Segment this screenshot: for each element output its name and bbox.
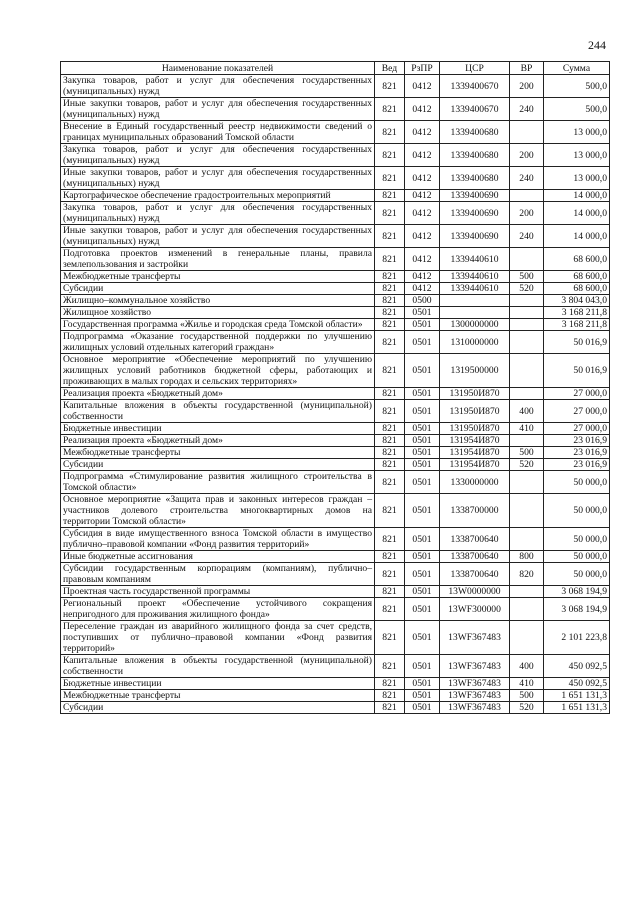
table-row <box>61 678 610 690</box>
row-name: Реализация проекта «Бюджетный дом» <box>61 435 375 447</box>
row-csr: 131950И870 <box>440 423 510 435</box>
row-rzpr: 0412 <box>405 271 440 283</box>
row-vr: 200 <box>510 202 544 225</box>
row-name: Межбюджетные трансферты <box>61 447 375 459</box>
row-rzpr: 0412 <box>405 144 440 167</box>
row-csr: 131954И870 <box>440 459 510 471</box>
row-ved: 821 <box>375 435 405 447</box>
row-ved: 821 <box>375 283 405 295</box>
row-ved: 821 <box>375 331 405 354</box>
row-sum: 23 016,9 <box>544 435 610 447</box>
row-name: Картографическое обеспечение градостроительных мероприятий <box>61 190 375 202</box>
row-csr: 1338700640 <box>440 528 510 551</box>
row-name: Капитальные вложения в объекты государственной (муниципальной) собственности <box>61 400 375 423</box>
row-vr <box>510 295 544 307</box>
row-sum: 14 000,0 <box>544 202 610 225</box>
row-sum: 1 651 131,3 <box>544 690 610 702</box>
row-ved: 821 <box>375 271 405 283</box>
table-row <box>61 354 610 388</box>
row-vr <box>510 307 544 319</box>
table-row <box>61 435 610 447</box>
row-sum: 3 168 211,8 <box>544 307 610 319</box>
row-rzpr: 0412 <box>405 248 440 271</box>
row-sum: 50 016,9 <box>544 354 610 388</box>
header-sum: Сумма <box>544 62 610 75</box>
row-csr: 1338700000 <box>440 494 510 528</box>
row-sum: 50 000,0 <box>544 528 610 551</box>
row-ved: 821 <box>375 295 405 307</box>
row-vr: 500 <box>510 447 544 459</box>
row-ved: 821 <box>375 190 405 202</box>
row-vr <box>510 621 544 655</box>
table-row <box>61 190 610 202</box>
row-name: Основное мероприятие «Защита прав и законных интересов граждан – участников долевого строительства многоквартирных домов на территории Томской области» <box>61 494 375 528</box>
row-name: Закупка товаров, работ и услуг для обеспечения государственных (муниципальных) нужд <box>61 202 375 225</box>
row-csr: 1339400680 <box>440 121 510 144</box>
row-csr: 13WF367483 <box>440 678 510 690</box>
row-vr <box>510 190 544 202</box>
row-rzpr: 0500 <box>405 295 440 307</box>
row-vr: 520 <box>510 702 544 714</box>
row-rzpr: 0501 <box>405 678 440 690</box>
row-name: Межбюджетные трансферты <box>61 271 375 283</box>
header-ved: Вед <box>375 62 405 75</box>
row-name: Межбюджетные трансферты <box>61 690 375 702</box>
row-csr <box>440 295 510 307</box>
row-vr: 200 <box>510 75 544 98</box>
row-vr <box>510 598 544 621</box>
row-rzpr: 0501 <box>405 435 440 447</box>
table-row <box>61 702 610 714</box>
row-rzpr: 0501 <box>405 331 440 354</box>
row-rzpr: 0501 <box>405 528 440 551</box>
row-vr: 410 <box>510 678 544 690</box>
row-name: Подпрограмма «Оказание государственной поддержки по улучшению жилищных условий отдельных категорий граждан» <box>61 331 375 354</box>
row-ved: 821 <box>375 678 405 690</box>
row-name: Жилищно–коммунальное хозяйство <box>61 295 375 307</box>
row-csr: 1339400690 <box>440 202 510 225</box>
row-vr <box>510 388 544 400</box>
row-csr: 131954И870 <box>440 447 510 459</box>
row-name: Иные бюджетные ассигнования <box>61 551 375 563</box>
table-row <box>61 331 610 354</box>
row-name: Внесение в Единый государственный реестр недвижимости сведений о границах муниципальных образований Томской области <box>61 121 375 144</box>
row-name: Субсидии <box>61 702 375 714</box>
table-row <box>61 167 610 190</box>
table-row <box>61 271 610 283</box>
row-vr: 820 <box>510 563 544 586</box>
row-rzpr: 0501 <box>405 471 440 494</box>
row-ved: 821 <box>375 494 405 528</box>
row-vr: 200 <box>510 144 544 167</box>
row-vr: 520 <box>510 459 544 471</box>
row-vr <box>510 354 544 388</box>
row-vr: 500 <box>510 271 544 283</box>
table-row <box>61 295 610 307</box>
row-sum: 14 000,0 <box>544 190 610 202</box>
row-csr: 1339400680 <box>440 167 510 190</box>
row-vr <box>510 471 544 494</box>
row-sum: 23 016,9 <box>544 447 610 459</box>
row-rzpr: 0501 <box>405 655 440 678</box>
row-rzpr: 0412 <box>405 121 440 144</box>
row-rzpr: 0501 <box>405 307 440 319</box>
row-ved: 821 <box>375 319 405 331</box>
row-name: Подпрограмма «Стимулирование развития жилищного строительства в Томской области» <box>61 471 375 494</box>
row-vr: 520 <box>510 283 544 295</box>
row-sum: 500,0 <box>544 75 610 98</box>
row-rzpr: 0501 <box>405 621 440 655</box>
row-name: Государственная программа «Жилье и городская среда Томской области» <box>61 319 375 331</box>
table-row <box>61 400 610 423</box>
row-name: Региональный проект «Обеспечение устойчивого сокращения непригодного для проживания жилищного фонда» <box>61 598 375 621</box>
row-rzpr: 0501 <box>405 551 440 563</box>
row-name: Жилищное хозяйство <box>61 307 375 319</box>
row-vr <box>510 248 544 271</box>
table-row <box>61 563 610 586</box>
row-csr: 1339400680 <box>440 144 510 167</box>
row-rzpr: 0412 <box>405 75 440 98</box>
row-sum: 13 000,0 <box>544 144 610 167</box>
row-csr <box>440 307 510 319</box>
row-sum: 450 092,5 <box>544 678 610 690</box>
row-ved: 821 <box>375 423 405 435</box>
row-rzpr: 0501 <box>405 586 440 598</box>
row-vr <box>510 331 544 354</box>
row-rzpr: 0501 <box>405 423 440 435</box>
row-rzpr: 0501 <box>405 563 440 586</box>
row-sum: 2 101 223,8 <box>544 621 610 655</box>
row-name: Субсидии государственным корпорациям (компаниям), публично–правовым компаниям <box>61 563 375 586</box>
table-row <box>61 388 610 400</box>
table-row <box>61 248 610 271</box>
row-vr: 240 <box>510 167 544 190</box>
page-number: 244 <box>588 38 606 52</box>
row-sum: 500,0 <box>544 98 610 121</box>
row-csr: 13WF367483 <box>440 702 510 714</box>
row-csr: 131950И870 <box>440 388 510 400</box>
budget-table <box>60 61 610 714</box>
row-ved: 821 <box>375 202 405 225</box>
row-name: Подготовка проектов изменений в генеральные планы, правила землепользования и застройки <box>61 248 375 271</box>
row-vr: 400 <box>510 655 544 678</box>
row-sum: 3 168 211,8 <box>544 319 610 331</box>
row-sum: 3 068 194,9 <box>544 598 610 621</box>
row-name: Иные закупки товаров, работ и услуг для обеспечения государственных (муниципальных) нужд <box>61 98 375 121</box>
row-vr <box>510 494 544 528</box>
row-sum: 50 000,0 <box>544 563 610 586</box>
table-row <box>61 423 610 435</box>
row-ved: 821 <box>375 75 405 98</box>
row-csr: 1339400670 <box>440 98 510 121</box>
row-csr: 13WF300000 <box>440 598 510 621</box>
row-csr: 1319500000 <box>440 354 510 388</box>
row-rzpr: 0412 <box>405 167 440 190</box>
row-sum: 50 000,0 <box>544 494 610 528</box>
table-row <box>61 528 610 551</box>
row-ved: 821 <box>375 528 405 551</box>
row-name: Проектная часть государственной программы <box>61 586 375 598</box>
row-csr: 1300000000 <box>440 319 510 331</box>
row-ved: 821 <box>375 167 405 190</box>
row-sum: 27 000,0 <box>544 423 610 435</box>
row-vr <box>510 121 544 144</box>
table-row <box>61 121 610 144</box>
row-csr: 1339440610 <box>440 248 510 271</box>
row-name: Бюджетные инвестиции <box>61 678 375 690</box>
row-vr: 800 <box>510 551 544 563</box>
table-row <box>61 225 610 248</box>
row-csr: 1338700640 <box>440 551 510 563</box>
header-name: Наименование показателей <box>61 62 375 75</box>
row-csr: 1339400690 <box>440 225 510 248</box>
row-name: Переселение граждан из аварийного жилищного фонда за счет средств, поступивших от публично–правовой компании «Фонд развития территорий» <box>61 621 375 655</box>
row-vr <box>510 528 544 551</box>
row-csr: 13WF367483 <box>440 655 510 678</box>
table-row <box>61 471 610 494</box>
row-rzpr: 0501 <box>405 388 440 400</box>
row-ved: 821 <box>375 621 405 655</box>
row-csr: 13WF367483 <box>440 690 510 702</box>
row-rzpr: 0501 <box>405 690 440 702</box>
row-name: Реализация проекта «Бюджетный дом» <box>61 388 375 400</box>
row-ved: 821 <box>375 563 405 586</box>
row-sum: 68 600,0 <box>544 248 610 271</box>
table-row <box>61 586 610 598</box>
table-row <box>61 144 610 167</box>
row-name: Субсидия в виде имущественного взноса Томской области в имущество публично–правовой компании «Фонд развития территорий» <box>61 528 375 551</box>
row-sum: 450 092,5 <box>544 655 610 678</box>
row-sum: 13 000,0 <box>544 167 610 190</box>
row-rzpr: 0501 <box>405 319 440 331</box>
row-sum: 50 016,9 <box>544 331 610 354</box>
row-rzpr: 0501 <box>405 598 440 621</box>
row-ved: 821 <box>375 598 405 621</box>
row-rzpr: 0412 <box>405 283 440 295</box>
row-rzpr: 0501 <box>405 447 440 459</box>
row-rzpr: 0501 <box>405 494 440 528</box>
row-rzpr: 0501 <box>405 702 440 714</box>
row-ved: 821 <box>375 144 405 167</box>
row-sum: 27 000,0 <box>544 400 610 423</box>
row-sum: 3 804 043,0 <box>544 295 610 307</box>
row-vr: 400 <box>510 400 544 423</box>
row-name: Основное мероприятие «Обеспечение мероприятий по улучшению жилищных условий работников бюджетной сферы, работающих и проживающих в малых городах и сельских территориях» <box>61 354 375 388</box>
row-sum: 3 068 194,9 <box>544 586 610 598</box>
row-csr: 1339440610 <box>440 271 510 283</box>
row-sum: 68 600,0 <box>544 283 610 295</box>
row-rzpr: 0412 <box>405 190 440 202</box>
table-row <box>61 98 610 121</box>
row-ved: 821 <box>375 98 405 121</box>
row-vr <box>510 586 544 598</box>
table-row <box>61 655 610 678</box>
table-row <box>61 307 610 319</box>
table-row <box>61 598 610 621</box>
row-sum: 27 000,0 <box>544 388 610 400</box>
table-row <box>61 447 610 459</box>
row-vr: 240 <box>510 98 544 121</box>
row-ved: 821 <box>375 388 405 400</box>
row-csr: 1339400670 <box>440 75 510 98</box>
row-sum: 68 600,0 <box>544 271 610 283</box>
row-ved: 821 <box>375 248 405 271</box>
row-ved: 821 <box>375 225 405 248</box>
row-csr: 1339400690 <box>440 190 510 202</box>
row-csr: 1339440610 <box>440 283 510 295</box>
row-csr: 13W0000000 <box>440 586 510 598</box>
row-name: Закупка товаров, работ и услуг для обеспечения государственных (муниципальных) нужд <box>61 144 375 167</box>
row-rzpr: 0412 <box>405 98 440 121</box>
table-header-row <box>61 62 610 75</box>
header-vr: ВР <box>510 62 544 75</box>
header-rzpr: РзПР <box>405 62 440 75</box>
row-name: Бюджетные инвестиции <box>61 423 375 435</box>
row-ved: 821 <box>375 400 405 423</box>
row-rzpr: 0501 <box>405 354 440 388</box>
row-ved: 821 <box>375 471 405 494</box>
table-row <box>61 75 610 98</box>
row-name: Субсидии <box>61 459 375 471</box>
row-csr: 131954И870 <box>440 435 510 447</box>
row-sum: 50 000,0 <box>544 551 610 563</box>
row-name: Капитальные вложения в объекты государственной (муниципальной) собственности <box>61 655 375 678</box>
table-row <box>61 494 610 528</box>
row-name: Закупка товаров, работ и услуг для обеспечения государственных (муниципальных) нужд <box>61 75 375 98</box>
row-vr <box>510 435 544 447</box>
table-row <box>61 551 610 563</box>
row-ved: 821 <box>375 447 405 459</box>
row-ved: 821 <box>375 702 405 714</box>
row-sum: 13 000,0 <box>544 121 610 144</box>
row-csr: 131950И870 <box>440 400 510 423</box>
row-name: Субсидии <box>61 283 375 295</box>
row-rzpr: 0501 <box>405 459 440 471</box>
row-rzpr: 0412 <box>405 202 440 225</box>
row-sum: 23 016,9 <box>544 459 610 471</box>
row-ved: 821 <box>375 655 405 678</box>
row-csr: 1338700640 <box>440 563 510 586</box>
row-rzpr: 0501 <box>405 400 440 423</box>
row-name: Иные закупки товаров, работ и услуг для обеспечения государственных (муниципальных) нужд <box>61 167 375 190</box>
row-ved: 821 <box>375 690 405 702</box>
header-csr: ЦСР <box>440 62 510 75</box>
row-csr: 1330000000 <box>440 471 510 494</box>
table-row <box>61 283 610 295</box>
row-ved: 821 <box>375 307 405 319</box>
table-row <box>61 621 610 655</box>
row-ved: 821 <box>375 551 405 563</box>
row-vr: 240 <box>510 225 544 248</box>
table-row <box>61 202 610 225</box>
table-row <box>61 319 610 331</box>
row-name: Иные закупки товаров, работ и услуг для обеспечения государственных (муниципальных) нужд <box>61 225 375 248</box>
row-rzpr: 0412 <box>405 225 440 248</box>
row-vr: 410 <box>510 423 544 435</box>
row-sum: 14 000,0 <box>544 225 610 248</box>
row-sum: 50 000,0 <box>544 471 610 494</box>
row-ved: 821 <box>375 121 405 144</box>
row-ved: 821 <box>375 586 405 598</box>
row-ved: 821 <box>375 354 405 388</box>
row-sum: 1 651 131,3 <box>544 702 610 714</box>
row-ved: 821 <box>375 459 405 471</box>
table-row <box>61 459 610 471</box>
table-row <box>61 690 610 702</box>
row-csr: 13WF367483 <box>440 621 510 655</box>
row-vr <box>510 319 544 331</box>
row-vr: 500 <box>510 690 544 702</box>
row-csr: 1310000000 <box>440 331 510 354</box>
